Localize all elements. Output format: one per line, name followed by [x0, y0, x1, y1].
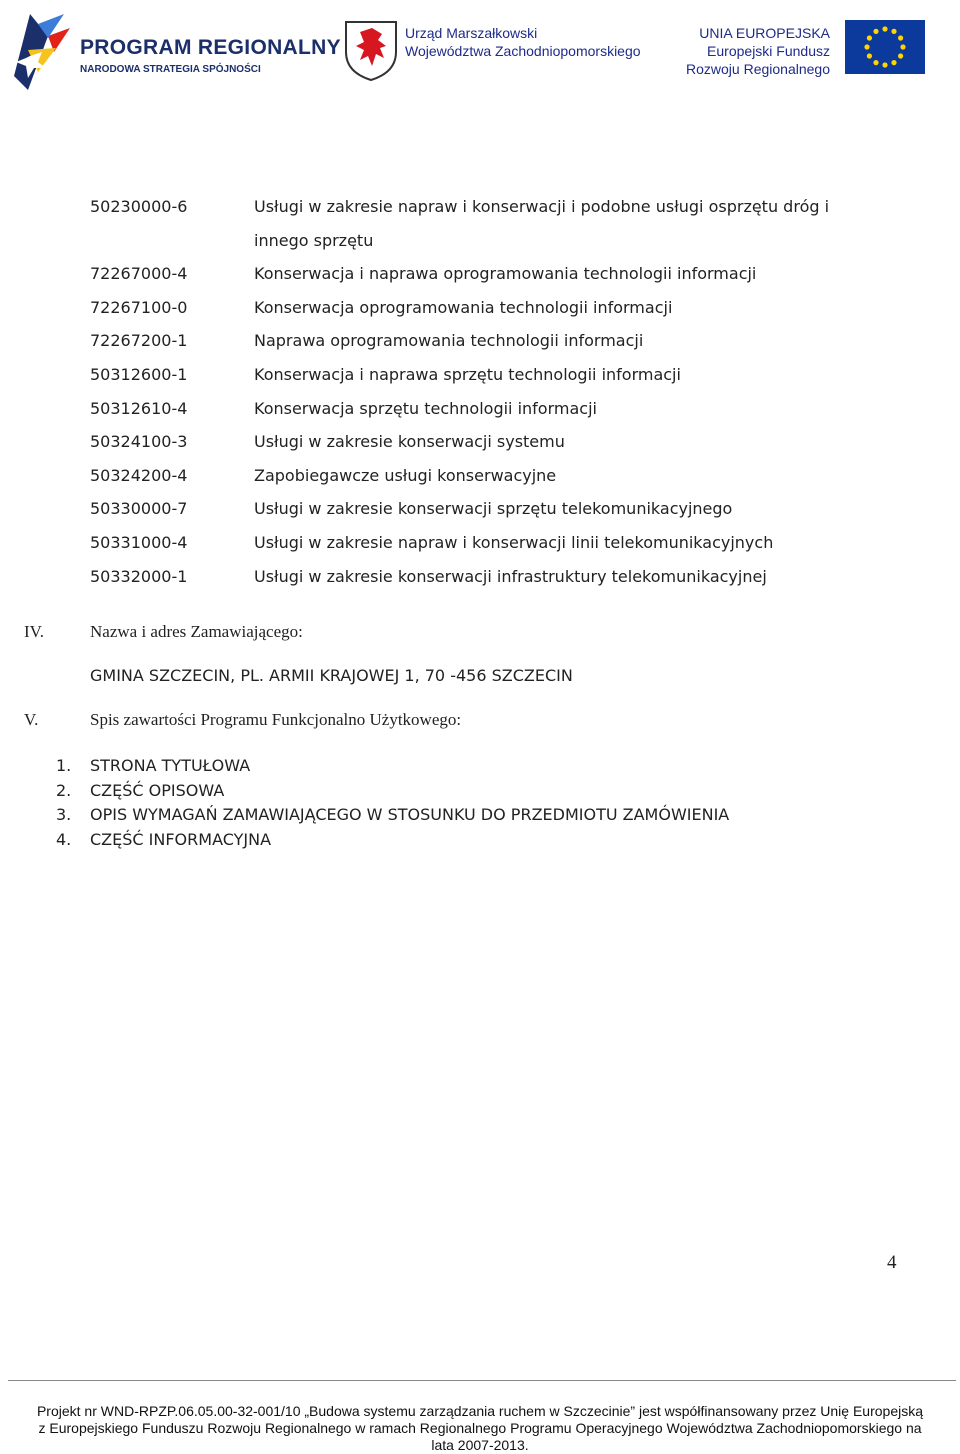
eu-star-icon	[867, 35, 872, 40]
cpv-code: 72267100-0	[90, 297, 188, 317]
code-row	[90, 560, 890, 594]
list-item-text: CZĘŚĆ INFORMACYJNA	[90, 829, 272, 849]
cpv-code-list	[90, 190, 890, 593]
code-row	[90, 358, 890, 392]
cpv-description: Zapobiegawcze usługi konserwacyjne	[254, 465, 557, 485]
list-item-text: STRONA TYTUŁOWA	[90, 756, 251, 775]
cpv-code	[90, 224, 254, 258]
cpv-description: innego sprzętu	[254, 230, 374, 250]
eu-star-icon	[873, 29, 878, 34]
cpv-description: Konserwacja i naprawa oprogramowania technologii informacji	[254, 264, 757, 284]
cpv-code: 72267200-1	[90, 331, 188, 351]
eu-star-icon	[864, 44, 869, 49]
list-item	[56, 828, 729, 853]
program-regionalny-logo	[8, 6, 341, 90]
cpv-code: 50332000-1	[90, 566, 188, 586]
griffin-crest-icon	[342, 18, 400, 82]
eu-star-icon	[882, 26, 887, 31]
code-row	[90, 291, 890, 325]
eu-line-3: Rozwoju Regionalnego	[686, 61, 830, 77]
program-regionalny-star-icon	[8, 6, 78, 90]
list-item-text: CZĘŚĆ OPISOWA	[90, 780, 225, 800]
office-name	[405, 24, 641, 60]
cpv-description: Konserwacja i naprawa sprzętu technologii informacji	[254, 364, 681, 384]
section-iv-title: Nazwa i adres Zamawiającego:	[90, 622, 303, 641]
list-item-number: 2.	[56, 780, 72, 800]
program-title: PROGRAM REGIONALNY	[80, 36, 341, 59]
code-row	[90, 324, 890, 358]
cpv-code: 50312610-4	[90, 398, 188, 418]
eu-line-2: Europejski Fundusz	[707, 43, 830, 59]
section-iv-content: GMINA SZCZECIN, PL. ARMII KRAJOWEJ 1, 70 -456 SZCZECIN	[90, 666, 573, 685]
page-footer	[0, 1403, 960, 1454]
code-row	[90, 425, 890, 459]
page-number: 4	[887, 1252, 897, 1273]
contents-list	[56, 754, 729, 852]
list-item	[56, 803, 729, 828]
footer-line-3: lata 2007-2013.	[431, 1437, 529, 1453]
code-row	[90, 392, 890, 426]
eu-star-icon	[873, 60, 878, 65]
section-v-number: V.	[24, 710, 39, 729]
list-item	[56, 779, 729, 804]
office-line-1: Urząd Marszałkowski	[405, 25, 538, 41]
cpv-description: Usługi w zakresie napraw i konserwacji i podobne usługi osprzętu dróg i	[254, 197, 830, 216]
eu-star-icon	[898, 35, 903, 40]
list-item-number: 4.	[56, 829, 72, 849]
cpv-description: Konserwacja sprzętu technologii informacji	[254, 398, 597, 418]
cpv-code: 50312600-1	[90, 364, 188, 384]
section-v-title: Spis zawartości Programu Funkcjonalno Użytkowego:	[90, 710, 462, 729]
footer-divider	[8, 1380, 956, 1381]
cpv-code: 50324100-3	[90, 432, 188, 452]
cpv-description: Usługi w zakresie konserwacji infrastruktury telekomunikacyjnej	[254, 566, 767, 586]
cpv-code: 50331000-4	[90, 532, 188, 552]
eu-star-icon	[898, 53, 903, 58]
footer-line-2: z Europejskiego Funduszu Rozwoju Regionalnego w ramach Regionalnego Programu Operacyjnego Województwa Zachodniopomorskiego na	[38, 1420, 922, 1436]
code-row	[90, 492, 890, 526]
code-row	[90, 257, 890, 291]
eu-line-1: UNIA EUROPEJSKA	[699, 25, 830, 41]
code-row	[90, 224, 890, 258]
footer-line-1: Projekt nr WND-RPZP.06.05.00-32-001/10 „Budowa systemu zarządzania ruchem w Szczecinie” jest współfinansowany przez Unię Europejską	[36, 1403, 924, 1419]
eu-star-icon	[882, 62, 887, 67]
office-line-2: Województwa Zachodniopomorskiego	[405, 43, 641, 59]
list-item-number: 3.	[56, 805, 72, 824]
eu-fund-name	[686, 24, 830, 78]
code-row	[90, 526, 890, 560]
eu-star-icon	[891, 29, 896, 34]
cpv-description: Usługi w zakresie konserwacji systemu	[254, 432, 565, 452]
page-header	[0, 0, 960, 95]
list-item-text: OPIS WYMAGAŃ ZAMAWIAJĄCEGO W STOSUNKU DO PRZEDMIOTU ZAMÓWIENIA	[90, 805, 730, 824]
list-item-number: 1.	[56, 756, 72, 775]
cpv-code: 50330000-7	[90, 499, 188, 519]
code-row	[90, 459, 890, 493]
cpv-code: 50230000-6	[90, 197, 188, 216]
eu-star-icon	[900, 44, 905, 49]
cpv-description: Usługi w zakresie napraw i konserwacji linii telekomunikacyjnych	[254, 532, 774, 552]
cpv-code: 72267000-4	[90, 264, 188, 284]
cpv-description: Konserwacja oprogramowania technologii informacji	[254, 297, 673, 317]
cpv-code: 50324200-4	[90, 465, 188, 485]
code-row	[90, 190, 890, 224]
section-iv-number: IV.	[24, 622, 44, 641]
eu-flag-icon	[845, 20, 925, 74]
cpv-description: Naprawa oprogramowania technologii informacji	[254, 331, 644, 351]
list-item	[56, 754, 729, 779]
cpv-description: Usługi w zakresie konserwacji sprzętu telekomunikacyjnego	[254, 499, 733, 519]
eu-star-icon	[891, 60, 896, 65]
program-subtitle: NARODOWA STRATEGIA SPÓJNOŚCI	[80, 64, 261, 75]
eu-star-icon	[867, 53, 872, 58]
